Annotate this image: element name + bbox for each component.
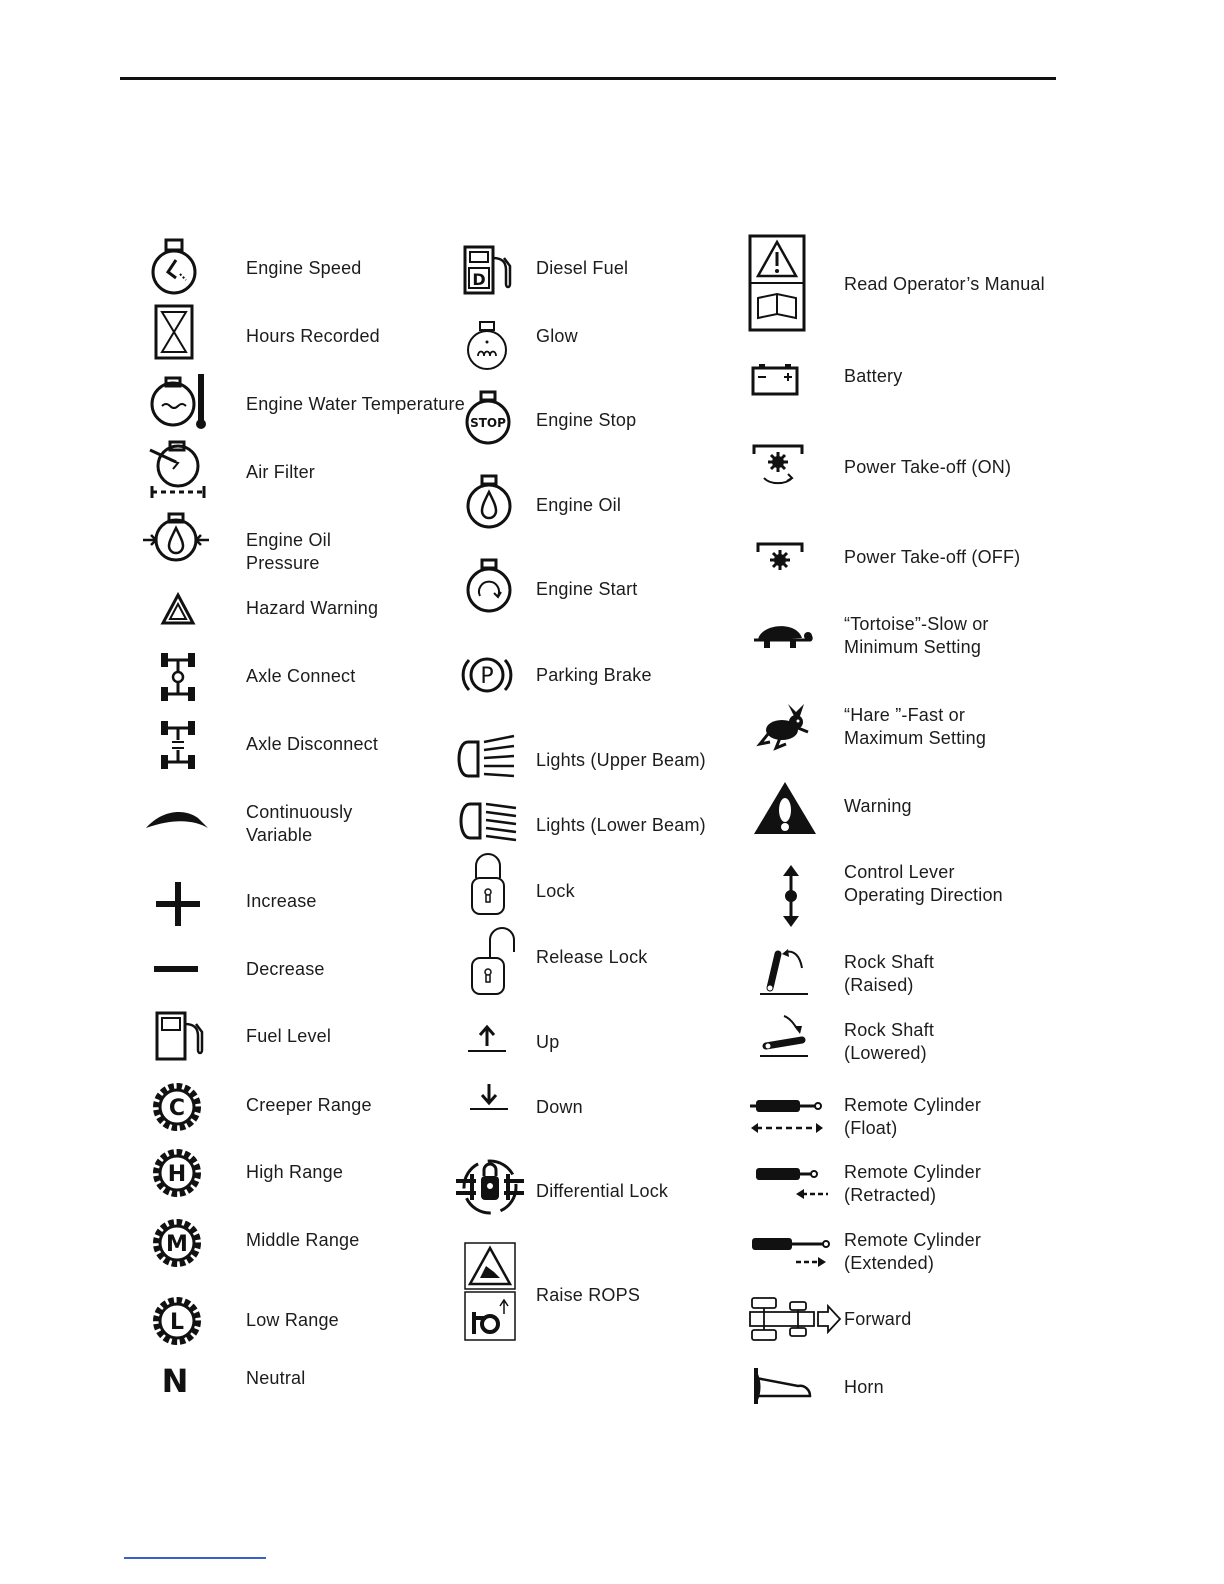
- symbol-label: Power Take-off (OFF): [844, 547, 1021, 567]
- arrow-down-icon: [468, 1082, 510, 1112]
- pto-off-icon: [756, 542, 804, 572]
- symbol-label: Continuously Variable: [246, 802, 353, 845]
- symbol-label: Engine Oil Pressure: [246, 530, 332, 573]
- footer-link-underline: [124, 1557, 266, 1559]
- svg-text:L: L: [169, 1310, 185, 1335]
- symbol-label: Rock Shaft (Lowered): [844, 1020, 935, 1063]
- symbol-label: Remote Cylinder (Extended): [844, 1230, 982, 1273]
- hare-icon: [758, 702, 810, 750]
- forward-tractor-icon: [748, 1296, 842, 1342]
- symbol-label: Hazard Warning: [246, 598, 379, 618]
- symbol-label: Hours Recorded: [246, 326, 380, 346]
- symbol-label: Parking Brake: [536, 665, 652, 685]
- symbol-label: Raise ROPS: [536, 1285, 641, 1305]
- symbol-label: Engine Water Temperature: [246, 394, 465, 414]
- symbol-label: Lock: [536, 881, 575, 901]
- lock-icon: [468, 850, 508, 916]
- air-filter-icon: [146, 438, 208, 500]
- warning-icon: [752, 780, 818, 836]
- rock-shaft-lowered-icon: [758, 1012, 810, 1062]
- fuel-level-icon: [154, 1010, 206, 1062]
- symbol-label: Power Take-off (ON): [844, 457, 1012, 477]
- engine-water-temperature-icon: [148, 372, 210, 432]
- symbol-label: “Tortoise”-Slow or Minimum Setting: [844, 614, 989, 657]
- symbol-label: Increase: [246, 891, 317, 911]
- hazard-warning-icon: [160, 592, 196, 626]
- minus-icon: [152, 962, 200, 976]
- symbol-label: Axle Disconnect: [246, 734, 379, 754]
- upper-beam-icon: [456, 734, 518, 784]
- glow-plug-icon: [464, 320, 510, 372]
- svg-text:D: D: [472, 270, 486, 289]
- gear-l-icon: [150, 1294, 204, 1348]
- release-lock-icon: [468, 924, 518, 996]
- symbol-label: Read Operator’s Manual: [844, 274, 1045, 294]
- symbol-label: Lights (Upper Beam): [536, 750, 706, 770]
- continuously-variable-icon: [144, 806, 210, 834]
- svg-text:M: M: [166, 1232, 188, 1257]
- symbol-label: Up: [536, 1032, 560, 1052]
- differential-lock-icon: [454, 1154, 526, 1220]
- symbol-label: Differential Lock: [536, 1181, 669, 1201]
- symbol-label: Middle Range: [246, 1230, 360, 1250]
- neutral-n-icon: [158, 1362, 192, 1400]
- symbol-label: Horn: [844, 1377, 884, 1397]
- symbol-label: Release Lock: [536, 947, 648, 967]
- symbol-label: Rock Shaft (Raised): [844, 952, 935, 995]
- symbol-label: Forward: [844, 1309, 912, 1329]
- symbol-label: Down: [536, 1097, 583, 1117]
- symbol-label: Decrease: [246, 959, 325, 979]
- top-rule: [120, 77, 1056, 80]
- symbol-label: Creeper Range: [246, 1095, 372, 1115]
- symbol-label: Fuel Level: [246, 1026, 332, 1046]
- remote-cylinder-retracted-icon: [752, 1162, 830, 1202]
- gear-h-icon: [150, 1146, 204, 1200]
- symbol-label: Remote Cylinder (Retracted): [844, 1162, 982, 1205]
- symbol-label: Air Filter: [246, 462, 315, 482]
- arrow-up-icon: [466, 1024, 508, 1054]
- symbol-label: Engine Speed: [246, 258, 362, 278]
- symbol-label: Engine Start: [536, 579, 638, 599]
- rock-shaft-raised-icon: [758, 946, 810, 998]
- tortoise-icon: [752, 618, 814, 650]
- symbol-label: Engine Oil: [536, 495, 622, 515]
- raise-rops-icon: [464, 1242, 516, 1342]
- svg-text:STOP: STOP: [470, 416, 506, 430]
- symbol-label: Low Range: [246, 1310, 339, 1330]
- lower-beam-icon: [458, 800, 520, 842]
- battery-icon: [750, 362, 800, 396]
- svg-text:C: C: [168, 1096, 186, 1121]
- symbol-label: Neutral: [246, 1368, 306, 1388]
- remote-cylinder-float-icon: [748, 1094, 826, 1136]
- symbol-label: Engine Stop: [536, 410, 637, 430]
- symbol-label: Diesel Fuel: [536, 258, 629, 278]
- svg-text:N: N: [161, 1362, 189, 1400]
- engine-stop-icon: [462, 390, 514, 446]
- symbol-label: Warning: [844, 796, 912, 816]
- symbol-label: “Hare ”-Fast or Maximum Setting: [844, 705, 987, 748]
- engine-start-icon: [464, 558, 514, 614]
- engine-oil-pressure-icon: [141, 510, 211, 566]
- remote-cylinder-extended-icon: [748, 1232, 834, 1272]
- symbol-label: Axle Connect: [246, 666, 356, 686]
- axle-disconnect-icon: [158, 718, 198, 772]
- symbol-label: High Range: [246, 1162, 344, 1182]
- gear-m-icon: [150, 1216, 204, 1270]
- symbol-label: Glow: [536, 326, 578, 346]
- engine-speed-icon: [146, 238, 202, 296]
- symbol-label: Battery: [844, 366, 903, 386]
- symbol-label: Lights (Lower Beam): [536, 815, 706, 835]
- pto-on-icon: [752, 444, 804, 486]
- plus-icon: [154, 880, 202, 928]
- svg-text:P: P: [480, 664, 494, 689]
- read-manual-icon: [748, 234, 806, 332]
- parking-brake-icon: [462, 652, 512, 698]
- symbol-label: Control Lever Operating Direction: [844, 862, 1003, 905]
- hourglass-icon: [154, 304, 194, 360]
- horn-icon: [752, 1366, 816, 1406]
- diesel-fuel-icon: [462, 244, 514, 296]
- symbol-label: Remote Cylinder (Float): [844, 1095, 982, 1138]
- axle-connect-icon: [158, 650, 198, 704]
- svg-text:H: H: [167, 1162, 187, 1187]
- engine-oil-icon: [464, 474, 514, 530]
- gear-c-icon: [150, 1080, 204, 1134]
- control-lever-direction-icon: [778, 862, 804, 930]
